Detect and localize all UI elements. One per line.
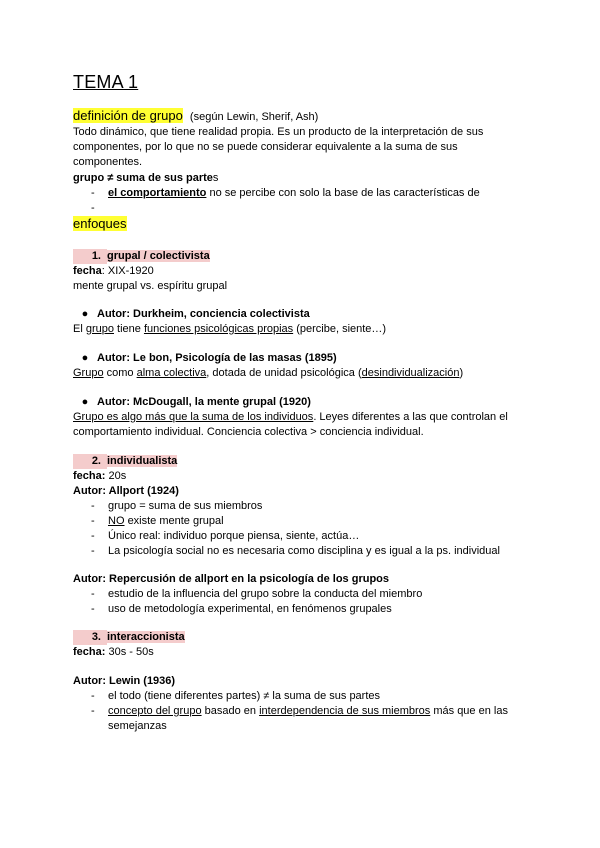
author-durkheim-heading: ● Autor: Durkheim, conciencia colectivista [81,308,310,320]
author-lebon-heading: ● Autor: Le bon, Psicología de las masas (1895) [81,352,337,364]
section-3-autor: Autor: Lewin (1936) [73,675,176,687]
list-item: - el comportamiento no se percibe con solo la base de las características de [91,187,480,199]
list-item: - estudio de la influencia del grupo sobre la conducta del miembro [91,588,423,600]
grupo-suma-line [73,171,218,186]
no-word: NO [108,515,125,527]
grupo-suma-tail: s [212,172,219,184]
section-2-fecha: fecha: 20s [73,470,127,482]
list-item: - Único real: individuo porque piensa, siente, actúa… [91,530,360,542]
definition-body: Todo dinámico, que tiene realidad propia. Es un producto de la interpretación de sus componentes, por lo que no se puede considerar equivalente a la suma de sus componentes. [73,126,484,168]
list-item: - La psicología social no es necesaria como disciplina y es igual a la ps. individual [91,545,500,557]
section-3-fecha: fecha: 30s - 50s [73,646,154,658]
section-1-line2: mente grupal vs. espíritu grupal [73,280,228,292]
list-item: - grupo = suma de sus miembros [91,500,263,512]
empty-list-item: - [91,202,95,214]
section-3-title: interaccionista [107,631,185,643]
author-durkheim-text: El grupo tiene funciones psicológicas propias (percibe, siente…) [73,323,387,335]
section-1-title: grupal / colectivista [107,250,210,262]
grupo-suma-lead: grupo ≠ suma de sus parte [73,172,213,184]
section-1-number: 1. [73,249,107,264]
definition-note: (según Lewin, Sherif, Ash) [189,111,319,123]
author-mcdougall-text: Grupo es algo más que la suma de los individuos. Leyes diferentes a las que controlan el comportamiento individual. Conciencia colectiva > conciencia individual. [73,411,508,438]
section-2-title: individualista [107,455,178,467]
list-item: - NO existe mente grupal [91,515,224,527]
definition-heading-line [73,108,318,125]
list-item: - concepto del grupo basado en interdependencia de sus miembros más que en las semejanzas [91,705,508,732]
enfoques-heading-line [73,216,127,233]
fecha-label: fecha [73,265,102,277]
list-item: - uso de metodología experimental, en fenómenos grupales [91,603,392,615]
page-title: TEMA 1 [73,72,139,92]
repercusion-heading: Autor: Repercusión de allport en la psicología de los grupos [73,573,389,585]
comportamiento-underlined: el comportamiento [108,187,207,199]
author-lebon-text: Grupo como alma colectiva, dotada de unidad psicológica (desindividualización) [73,367,464,379]
section-1-heading [73,249,210,264]
definition-heading: definición de grupo [73,108,183,123]
author-mcdougall-heading: ● Autor: McDougall, la mente grupal (1920) [81,396,311,408]
comportamiento-rest: no se percibe con solo la base de las características de [206,187,480,199]
list-item: - el todo (tiene diferentes partes) ≠ la suma de sus partes [91,690,381,702]
enfoques-heading: enfoques [73,216,127,231]
section-2-heading [73,454,177,469]
section-3-heading [73,630,185,645]
section-1-fecha [73,264,154,279]
section-2-number: 2. [73,454,107,469]
section-2-autor: Autor: Allport (1924) [73,485,179,497]
section-3-number: 3. [73,630,107,645]
fecha-value: : XIX-1920 [101,265,154,277]
